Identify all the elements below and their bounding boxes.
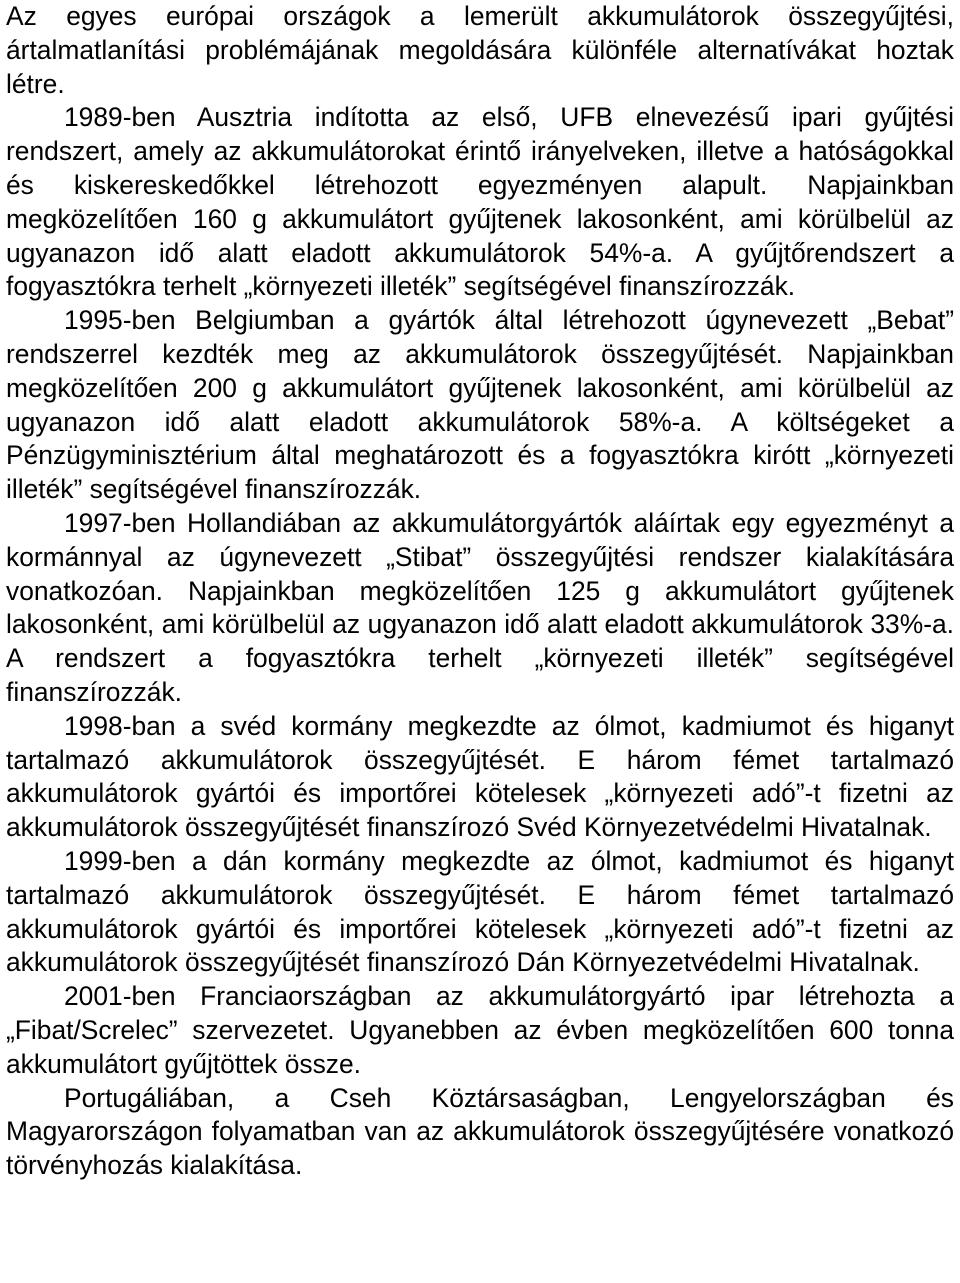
paragraph-denmark: 1999-ben a dán kormány megkezdte az ólmot, kadmiumot és higanyt tartalmazó akkumulátorok összegyűjtését. E három fémet tartalmazó akkumulátorok gyártói és importőrei kötelesek „környezeti adó”-t fizetni az akkumulátorok összegyűjtését finanszírozó Dán Környezetvédelmi Hivatalnak. — [6, 845, 954, 978]
paragraph-austria: 1989-ben Ausztria indította az első, UFB elnevezésű ipari gyűjtési rendszert, amely az akkumulátorokat érintő irányelveken, illetve a hatóságokkal és kiskereskedőkkel létrehozott egyezményen alapult. Napjainkban megközelítően 160 g akkumulátort gyűjtenek lakosonként, ami körülbelül az ugyanazon idő alatt eladott akkumulátorok 54%-a. A gyűjtőrendszert a fogyasztókra terhelt „környezeti illeték” segítségével finanszírozzák. — [6, 102, 954, 302]
paragraph-intro: Az egyes európai országok a lemerült akkumulátorok összegyűjtési, ártalmatlanítási problémájának megoldására különféle alternatívákat hoztak létre. — [6, 1, 954, 99]
paragraph-sweden: 1998-ban a svéd kormány megkezdte az ólmot, kadmiumot és higanyt tartalmazó akkumulátorok összegyűjtését. E három fémet tartalmazó akkumulátorok gyártói és importőrei kötelesek „környezeti adó”-t fizetni az akkumulátorok összegyűjtését finanszírozó Svéd Környezetvédelmi Hivatalnak. — [6, 710, 954, 843]
paragraph-france: 2001-ben Franciaországban az akkumulátorgyártó ipar létrehozta a „Fibat/Screlec” szervezetet. Ugyanebben az évben megközelítően 600 tonna akkumulátort gyűjtöttek össze. — [6, 981, 954, 1079]
document-page — [6, 0, 954, 1183]
paragraph-belgium: 1995-ben Belgiumban a gyártók által létrehozott úgynevezett „Bebat” rendszerrel kezdték meg az akkumulátorok összegyűjtését. Napjainkban megközelítően 200 g akkumulátort gyűjtenek lakosonként, ami körülbelül az ugyanazon idő alatt eladott akkumulátorok 58%-a. A költségeket a Pénzügyminisztérium által meghatározott és a fogyasztókra kirótt „környezeti illeték” segítségével finanszírozzák. — [6, 305, 954, 505]
paragraph-other-countries: Portugáliában, a Cseh Köztársaságban, Lengyelországban és Magyarországon folyamatban van az akkumulátorok összegyűjtésére vonatkozó törvényhozás kialakítása. — [6, 1082, 954, 1181]
paragraph-netherlands: 1997-ben Hollandiában az akkumulátorgyártók aláírtak egy egyezményt a kormánnyal az úgynevezett „Stibat” összegyűjtési rendszer kialakítására vonatkozóan. Napjainkban megközelítően 125 g akkumulátort gyűjtenek lakosonként, ami körülbelül az ugyanazon idő alatt eladott akkumulátorok 33%-a. A rendszert a fogyasztókra terhelt „környezeti illeték” segítségével finanszírozzák. — [6, 507, 954, 707]
